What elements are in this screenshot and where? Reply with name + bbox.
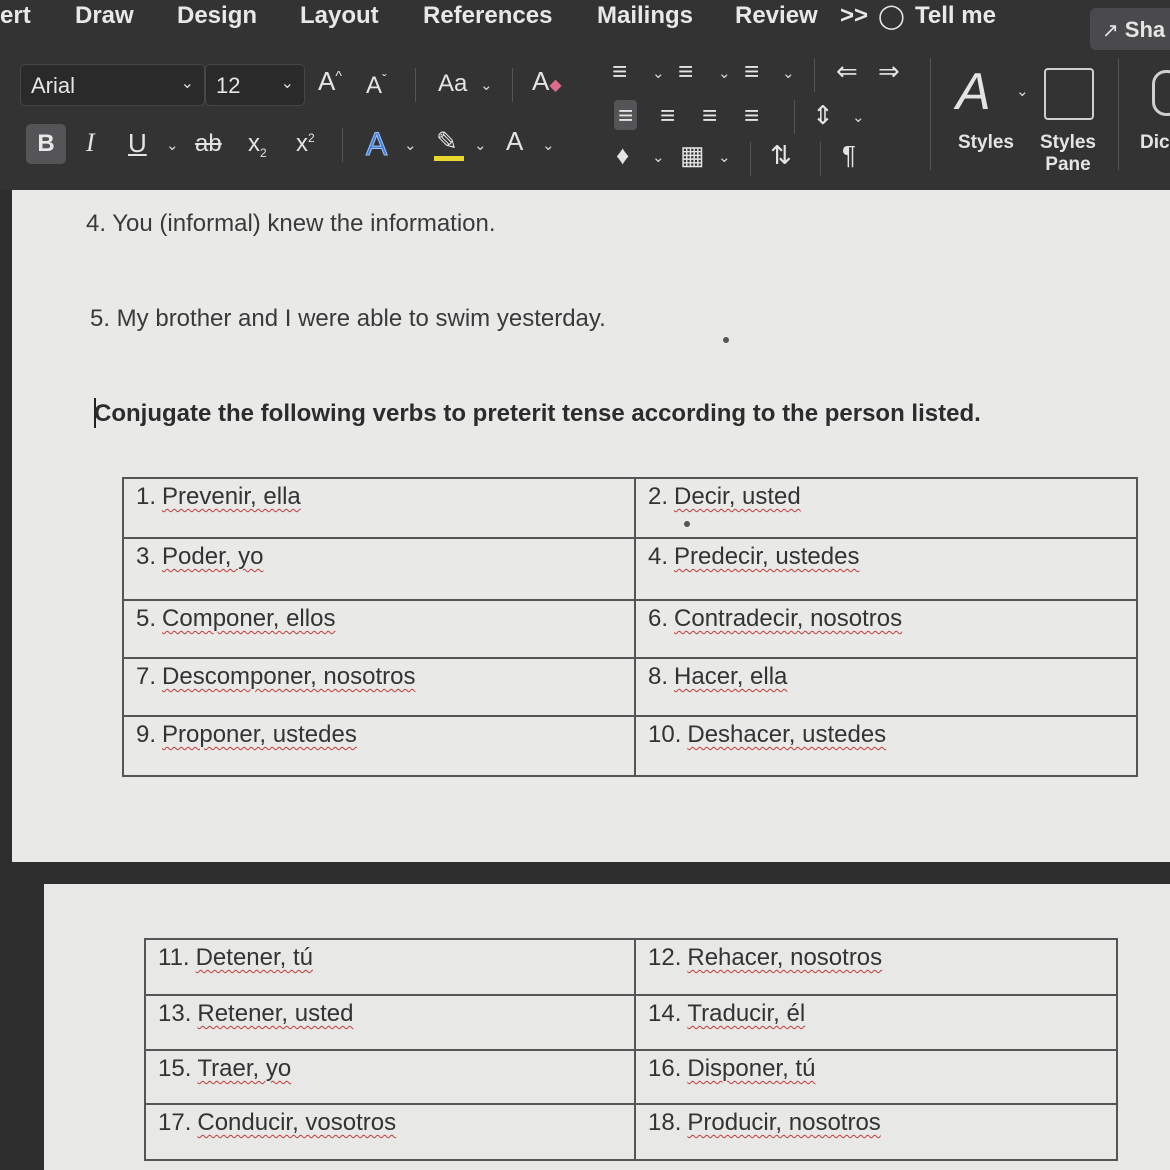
styles-gallery-icon[interactable]: A — [956, 63, 991, 121]
verb-prompt: Componer, ellos — [162, 605, 336, 632]
document-line-5: 5. My brother and I were able to swim yesterday. — [90, 305, 606, 332]
share-button[interactable] — [1090, 8, 1170, 50]
chevron-down-icon[interactable]: ⌄ — [542, 137, 555, 154]
verb-prompt: Decir, usted — [674, 483, 801, 510]
subscript-button[interactable]: $x_2$ — [248, 130, 267, 160]
divider — [814, 58, 815, 92]
tab-references[interactable]: References — [423, 2, 553, 29]
lightbulb-icon[interactable]: ◯ — [878, 3, 905, 30]
table-cell[interactable] — [145, 1050, 635, 1104]
table-cell[interactable] — [145, 995, 635, 1050]
table-cell[interactable] — [635, 995, 1117, 1050]
text-effects-button[interactable]: A — [366, 126, 388, 162]
verb-prompt: Prevenir, ella — [162, 483, 301, 510]
share-label: Sha — [1124, 17, 1166, 42]
chevron-down-icon[interactable]: ⌄ — [782, 65, 795, 82]
table-cell[interactable] — [635, 658, 1137, 716]
table-cell[interactable] — [635, 1050, 1117, 1104]
item-number: 7. — [136, 663, 157, 690]
verb-prompt: Conducir, vosotros — [197, 1109, 397, 1136]
font-name-dropdown[interactable] — [20, 64, 205, 106]
item-number: 17. — [158, 1109, 192, 1136]
decrease-indent-icon[interactable]: ⇐ — [836, 56, 858, 86]
table-row — [145, 1104, 1117, 1160]
table-row — [123, 538, 1137, 600]
increase-indent-icon[interactable]: ⇒ — [878, 56, 900, 86]
item-number: 13. — [158, 1000, 192, 1027]
table-row — [145, 995, 1117, 1050]
document-line-4: 4. You (informal) knew the information. — [86, 210, 496, 237]
stray-mark — [723, 337, 729, 343]
item-number: 11. — [158, 944, 190, 971]
item-number: 18. — [648, 1109, 682, 1136]
item-number: 4. — [648, 543, 669, 570]
align-left-icon[interactable]: ≡ — [614, 100, 637, 130]
verb-prompt: Retener, usted — [197, 1000, 354, 1027]
tab-mailings[interactable]: Mailings — [597, 2, 694, 29]
font-color-button[interactable]: A — [506, 126, 524, 156]
verbs-table-1-body — [123, 478, 1137, 776]
table-cell[interactable] — [635, 478, 1137, 538]
bold-button[interactable]: B — [26, 124, 66, 164]
sort-icon[interactable]: ⇅ — [770, 140, 792, 170]
table-cell[interactable] — [123, 538, 635, 600]
item-number: 16. — [648, 1055, 682, 1082]
table-cell[interactable] — [145, 939, 635, 995]
strikethrough-button[interactable]: ab — [195, 130, 222, 157]
chevron-down-icon[interactable]: ⌄ — [1016, 83, 1029, 100]
item-number: 10. — [648, 721, 682, 748]
table-cell[interactable] — [123, 716, 635, 776]
table-row — [145, 1050, 1117, 1104]
divider — [512, 68, 513, 102]
item-number: 2. — [648, 483, 669, 510]
show-formatting-icon[interactable]: ¶ — [842, 140, 856, 170]
table-cell[interactable] — [635, 600, 1137, 658]
multilevel-list-icon[interactable]: ≡ — [744, 56, 760, 86]
verb-prompt: Poder, yo — [162, 543, 264, 570]
italic-button[interactable]: I — [86, 128, 95, 157]
divider — [342, 128, 343, 162]
ribbon-tabs — [0, 0, 1170, 40]
chevron-down-icon[interactable]: ⌄ — [404, 137, 417, 154]
table-cell[interactable] — [635, 1104, 1117, 1160]
instruction-heading: Conjugate the following verbs to preterit tense according to the person listed. — [94, 400, 981, 427]
item-number: 5. — [136, 605, 157, 632]
table-cell[interactable] — [635, 716, 1137, 776]
microphone-icon[interactable] — [1152, 70, 1170, 116]
table-cell[interactable] — [123, 600, 635, 658]
numbering-icon[interactable]: ≡ — [678, 56, 694, 86]
verb-prompt: Traer, yo — [197, 1055, 292, 1082]
divider — [1118, 58, 1119, 170]
table-row — [123, 600, 1137, 658]
chevron-down-icon[interactable]: ⌄ — [718, 149, 731, 166]
verb-prompt: Detener, tú — [195, 944, 314, 971]
chevron-down-icon[interactable]: ⌄ — [652, 65, 665, 82]
chevron-down-icon[interactable]: ⌄ — [480, 77, 493, 94]
chevron-down-icon: ⌄ — [280, 75, 294, 92]
item-number: 3. — [136, 543, 157, 570]
styles-button[interactable]: Styles — [958, 132, 1014, 153]
font-size-value: 12 — [216, 73, 241, 98]
tab-draw[interactable]: Draw — [75, 2, 134, 29]
chevron-down-icon[interactable]: ⌄ — [474, 137, 487, 154]
chevron-down-icon[interactable]: ⌄ — [852, 109, 865, 126]
styles-pane-icon[interactable] — [1044, 68, 1094, 120]
tab-design[interactable]: Design — [177, 2, 258, 29]
divider — [750, 142, 751, 176]
table-row — [123, 658, 1137, 716]
chevron-down-icon[interactable]: ⌄ — [718, 65, 731, 82]
item-number: 14. — [648, 1000, 682, 1027]
item-number: 12. — [648, 944, 682, 971]
table-row — [123, 716, 1137, 776]
shrink-font-button[interactable]: $A^ˇ$ — [366, 71, 387, 99]
table-cell[interactable] — [123, 478, 635, 538]
item-number: 9. — [136, 721, 157, 748]
verb-prompt: Traducir, él — [687, 1000, 806, 1027]
table-cell[interactable] — [123, 658, 635, 716]
highlight-color-bar — [434, 156, 464, 161]
grow-font-button[interactable]: A^ — [318, 66, 342, 96]
verbs-table-2-body — [145, 939, 1117, 1160]
table-row — [123, 478, 1137, 538]
tab-insert[interactable]: ert — [0, 2, 31, 29]
underline-button[interactable]: U — [128, 128, 147, 158]
align-right-icon[interactable]: ≡ — [702, 100, 718, 130]
tab-layout[interactable]: Layout — [300, 2, 379, 29]
clear-formatting-icon[interactable]: A◆ — [532, 66, 562, 96]
table-cell[interactable] — [635, 538, 1137, 600]
verb-prompt: Contradecir, nosotros — [674, 605, 903, 632]
highlighter-icon[interactable]: ✎ — [436, 126, 458, 156]
divider — [930, 58, 931, 170]
chevron-down-icon[interactable]: ⌄ — [652, 149, 665, 166]
font-size-dropdown[interactable] — [205, 64, 305, 106]
chevron-down-icon[interactable]: ⌄ — [166, 137, 179, 154]
item-number: 8. — [648, 663, 669, 690]
justify-icon[interactable]: ≡ — [744, 100, 760, 130]
verb-prompt: Disponer, tú — [687, 1055, 816, 1082]
verb-prompt: Predecir, ustedes — [674, 543, 860, 570]
divider — [794, 100, 795, 134]
verb-prompt: Proponer, ustedes — [162, 721, 357, 748]
borders-icon[interactable]: ▦ — [680, 140, 705, 170]
ribbon — [0, 0, 1170, 190]
share-icon: ↗ — [1102, 20, 1119, 42]
stray-mark — [684, 521, 690, 527]
table-cell[interactable] — [635, 939, 1117, 995]
line-spacing-icon[interactable]: ⇕ — [812, 100, 834, 130]
verb-prompt: Producir, nosotros — [687, 1109, 881, 1136]
table-cell[interactable] — [145, 1104, 635, 1160]
divider — [820, 142, 821, 176]
table-row — [145, 939, 1117, 995]
verbs-table-1 — [122, 477, 1138, 777]
bullets-icon[interactable]: ≡ — [612, 56, 628, 86]
tab-review[interactable]: Review — [735, 2, 818, 29]
item-number: 1. — [136, 483, 157, 510]
verbs-table-2 — [144, 938, 1118, 1161]
tell-me-search[interactable]: Tell me — [915, 2, 996, 29]
styles-pane-button[interactable]: Styles Pane — [1040, 132, 1096, 175]
item-number: 15. — [158, 1055, 192, 1082]
dictate-button[interactable]: Dic — [1140, 132, 1170, 153]
verb-prompt: Hacer, ella — [674, 663, 788, 690]
align-center-icon[interactable]: ≡ — [660, 100, 676, 130]
verb-prompt: Descomponer, nosotros — [162, 663, 416, 690]
change-case-button[interactable]: Aa — [438, 70, 468, 97]
verb-prompt: Rehacer, nosotros — [687, 944, 883, 971]
divider — [415, 68, 416, 102]
more-tabs-button[interactable]: >> — [840, 2, 869, 29]
shading-icon[interactable]: ♦ — [616, 140, 630, 170]
superscript-button[interactable]: $x^2$ — [296, 130, 315, 157]
item-number: 6. — [648, 605, 669, 632]
chevron-down-icon: ⌄ — [180, 75, 194, 92]
verb-prompt: Deshacer, ustedes — [687, 721, 887, 748]
font-name-value: Arial — [31, 73, 76, 98]
